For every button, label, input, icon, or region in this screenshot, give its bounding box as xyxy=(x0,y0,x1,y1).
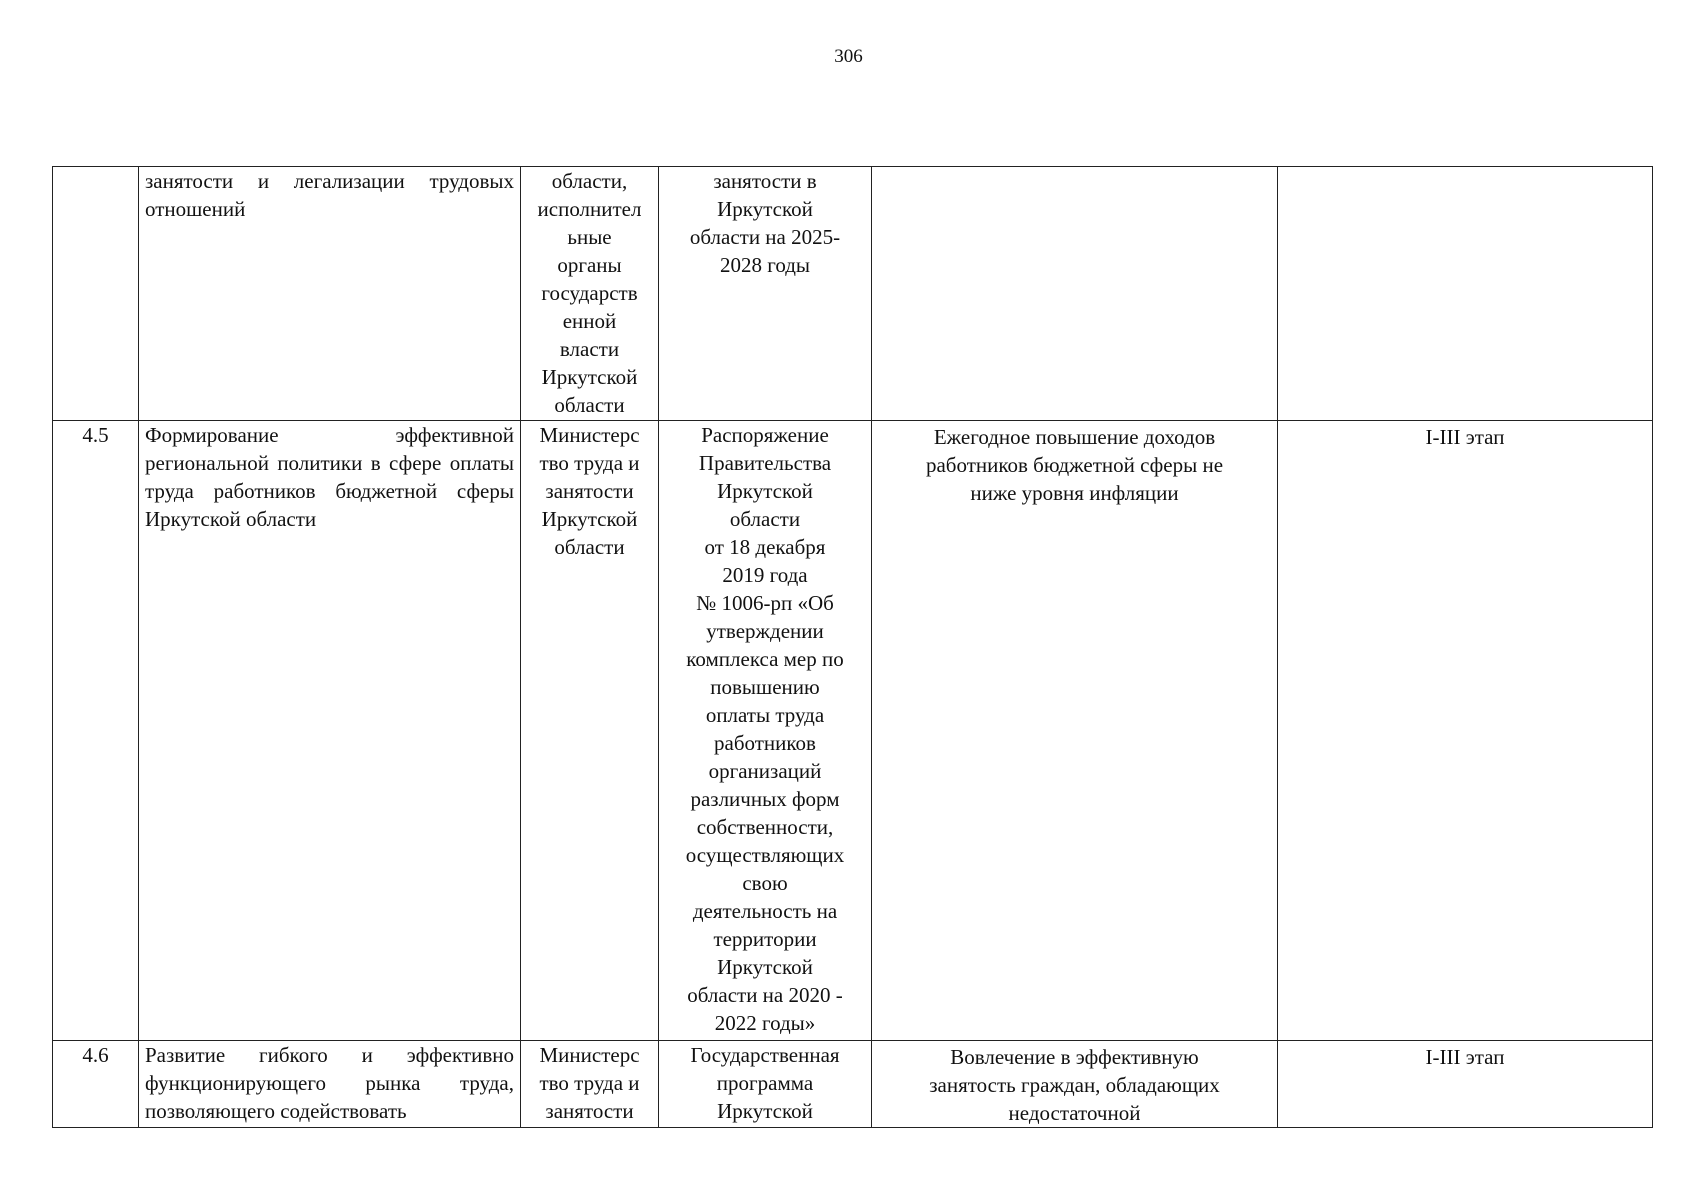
measure-name: Развитие гибкого и эффективно функционирующего рынка труда, позволяющего содействовать xyxy=(145,1043,514,1123)
measure-name-cell xyxy=(139,421,521,1041)
result-text: Вовлечение в эффективную занятость граждан, обладающих недостаточной xyxy=(929,1045,1220,1125)
document-text: Распоряжение Правительства Иркутской области от 18 декабря 2019 года № 1006-рп «Об утверждении комплекса мер по повышению оплаты труда работников организаций различных форм собственности, осуществляющих свою деятельность на территории Иркутской области на 2020 - 2022 годы» xyxy=(685,423,845,1035)
page-number: 306 xyxy=(834,46,863,67)
measures-table xyxy=(52,166,1653,1128)
document-cell xyxy=(659,167,872,421)
document-cell xyxy=(659,421,872,1041)
result-text: Ежегодное повышение доходов работников бюджетной сферы не ниже уровня инфляции xyxy=(925,425,1224,505)
stage-cell xyxy=(1278,167,1653,421)
document-text: Государственная программа Иркутской xyxy=(690,1043,840,1123)
responsible-text: Министерс тво труда и занятости xyxy=(539,1043,640,1123)
result-cell xyxy=(872,167,1278,421)
responsible-text: области, исполнител ьные органы государств енной власти Иркутской области xyxy=(537,169,642,417)
measure-name-cell xyxy=(139,1041,521,1128)
table-row xyxy=(53,1041,1653,1128)
measure-name: Формирование эффективной региональной политики в сфере оплаты труда работников бюджетной сферы Иркутской области xyxy=(145,423,514,531)
table-row xyxy=(53,167,1653,421)
responsible-cell xyxy=(521,421,659,1041)
stage-cell: I-III этап xyxy=(1278,1041,1653,1128)
document-text: занятости в Иркутской области на 2025- 2028 годы xyxy=(689,169,841,277)
responsible-cell xyxy=(521,167,659,421)
table-row xyxy=(53,421,1653,1041)
row-number-cell: 4.6 xyxy=(53,1041,139,1128)
result-cell xyxy=(872,421,1278,1041)
row-number-cell xyxy=(53,167,139,421)
measure-name-cell xyxy=(139,167,521,421)
row-number-cell: 4.5 xyxy=(53,421,139,1041)
measure-name: занятости и легализации трудовых отношений xyxy=(145,169,514,221)
result-cell xyxy=(872,1041,1278,1128)
responsible-text: Министерс тво труда и занятости Иркутской области xyxy=(539,423,640,559)
responsible-cell xyxy=(521,1041,659,1128)
stage-cell: I-III этап xyxy=(1278,421,1653,1041)
document-cell xyxy=(659,1041,872,1128)
